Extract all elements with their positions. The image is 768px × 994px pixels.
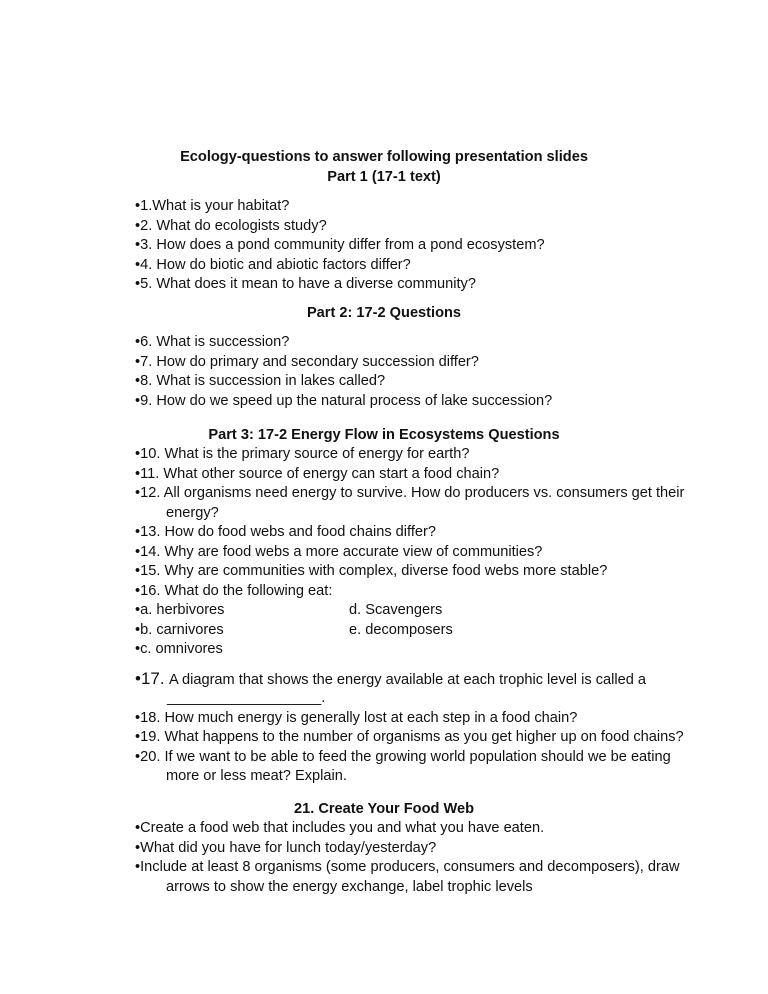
question-3: •3. How does a pond community differ from a pond ecosystem? bbox=[135, 237, 545, 253]
question-4: •4. How do biotic and abiotic factors differ? bbox=[135, 257, 411, 273]
task-1: •Create a food web that includes you and what you have eaten. bbox=[135, 820, 545, 836]
part4-heading: 21. Create Your Food Web bbox=[293, 801, 475, 817]
question-6: •6. What is succession? bbox=[135, 334, 290, 350]
item-c: •c. omnivores bbox=[135, 641, 223, 657]
item-e: e. decomposers bbox=[349, 622, 453, 638]
question-2: •2. What do ecologists study? bbox=[135, 218, 327, 234]
item-d: d. Scavengers bbox=[349, 602, 443, 618]
part2-heading: Part 2: 17-2 Questions bbox=[306, 305, 462, 321]
question-18: •18. How much energy is generally lost at each step in a food chain? bbox=[135, 710, 578, 726]
question-10: •10. What is the primary source of energy for earth? bbox=[135, 446, 470, 462]
question-7: •7. How do primary and secondary succession differ? bbox=[135, 354, 479, 370]
task-2: •What did you have for lunch today/yesterday? bbox=[135, 840, 437, 856]
item-a: •a. herbivores bbox=[135, 602, 225, 618]
question-9: •9. How do we speed up the natural process of lake succession? bbox=[135, 393, 553, 409]
question-8: •8. What is succession in lakes called? bbox=[135, 373, 386, 389]
question-15: •15. Why are communities with complex, diverse food webs more stable? bbox=[135, 563, 608, 579]
question-17-blank: ___________________. bbox=[167, 690, 326, 706]
question-1: •1.What is your habitat? bbox=[135, 198, 290, 214]
question-20: •20. If we want to be able to feed the growing world population should we be eating bbox=[135, 749, 671, 765]
question-5: •5. What does it mean to have a diverse community? bbox=[135, 276, 476, 292]
question-12: •12. All organisms need energy to survive. How do producers vs. consumers get their bbox=[135, 485, 685, 501]
document-title: Ecology-questions to answer following presentation slides bbox=[180, 149, 588, 165]
task-3-cont: arrows to show the energy exchange, label trophic levels bbox=[166, 879, 533, 895]
question-11: •11. What other source of energy can start a food chain? bbox=[135, 466, 500, 482]
document-subtitle: Part 1 (17-1 text) bbox=[327, 169, 441, 185]
item-b: •b. carnivores bbox=[135, 622, 224, 638]
question-17-number: •17. bbox=[135, 669, 165, 688]
question-13: •13. How do food webs and food chains differ? bbox=[135, 524, 436, 540]
part3-heading: Part 3: 17-2 Energy Flow in Ecosystems Questions bbox=[208, 427, 560, 443]
question-20-cont: more or less meat? Explain. bbox=[166, 768, 347, 784]
question-12-cont: energy? bbox=[166, 505, 219, 521]
question-16: •16. What do the following eat: bbox=[135, 583, 333, 599]
question-14: •14. Why are food webs a more accurate view of communities? bbox=[135, 544, 543, 560]
question-19: •19. What happens to the number of organisms as you get higher up on food chains? bbox=[135, 729, 684, 745]
task-3: •Include at least 8 organisms (some producers, consumers and decomposers), draw bbox=[135, 859, 680, 875]
question-17: A diagram that shows the energy available at each trophic level is called a bbox=[169, 672, 647, 688]
